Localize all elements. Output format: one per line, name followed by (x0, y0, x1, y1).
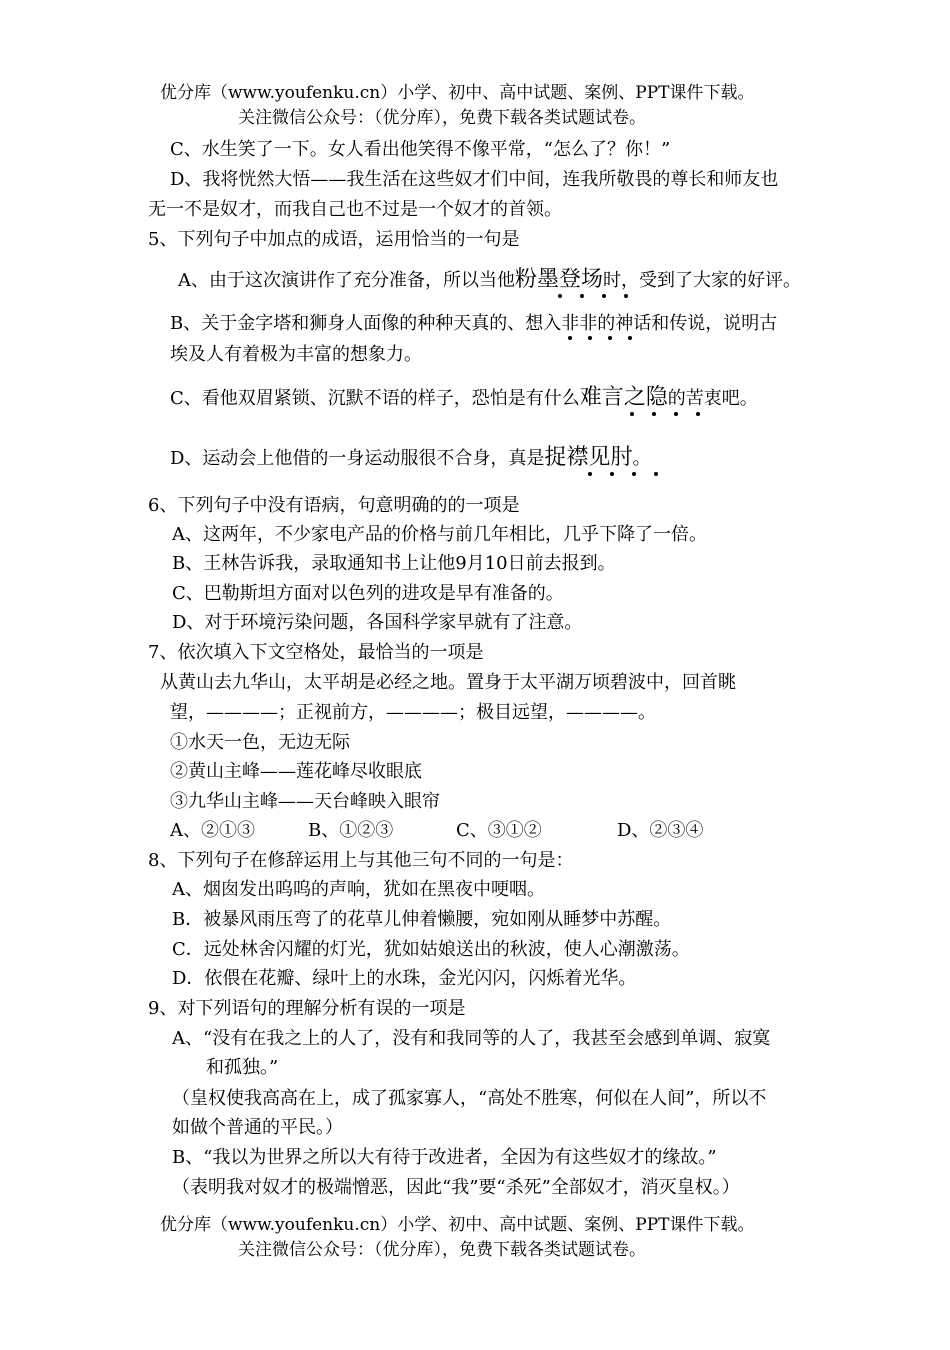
q5-a-idiom: 粉墨登场 (515, 267, 604, 292)
q7-choice-d: D、②③④ (617, 820, 704, 841)
q5-c-text-post: 的苦衷吧。 (667, 388, 758, 409)
q5-d-idiom: 捉襟见肘 (544, 445, 633, 470)
q7-choice-c: C、③①② (456, 820, 542, 841)
q5-b-text-post: 的神话和传说，说明古 (597, 313, 778, 334)
q9-option-b-note: （表明我对奴才的极端憎恶，因此“我”要“杀死”全部奴才，消灭皇权。） (172, 1177, 740, 1198)
q8-option-a: A、烟囱发出呜呜的声响，犹如在黑夜中哽咽。 (172, 879, 545, 900)
q5-a-text-pre: A、由于这次演讲作了充分准备，所以当他 (178, 270, 515, 291)
q9-option-a-line2: 和孤独。” (206, 1057, 279, 1078)
q5-d-text-pre: D、运动会上他借的一身运动服很不合身，真是 (170, 448, 545, 469)
emphasis-dot (696, 412, 700, 416)
q5-c-text-pre: C、看他双眉紧锁、沉默不语的样子，恐怕是有什么 (170, 388, 580, 409)
q8-option-d: D．依偎在花瓣、绿叶上的水珠，金光闪闪，闪烁着光华。 (172, 968, 637, 989)
emphasis-dot (602, 294, 606, 298)
emphasis-dot (610, 472, 614, 476)
q5-b-text-pre: B、关于金字塔和狮身人面像的种种天真的、 (170, 313, 526, 334)
emphasis-dot (624, 294, 628, 298)
emphasis-dot (630, 412, 634, 416)
header-line-2: 关注微信公众号：（优分库），免费下载各类试题试卷。 (238, 108, 646, 128)
q7-item-1: ①水天一色，无边无际 (170, 732, 350, 753)
q5-a-text-post: 时，受到了大家的好评。 (603, 270, 802, 291)
q6-option-d: D、对于环境污染问题，各国科学家早就有了注意。 (172, 612, 583, 633)
q5-d-text-post: 。 (632, 448, 651, 469)
emphasis-dot (628, 336, 632, 340)
emphasis-dot (654, 472, 658, 476)
emphasis-dot (608, 336, 612, 340)
q6-option-c: C、巴勒斯坦方面对以色列的进攻是早有准备的。 (172, 583, 564, 604)
q9-option-b: B、“我以为世界之所以大有待于改进者，全因为有这些奴才的缘故。” (172, 1147, 717, 1168)
emphasis-dot (588, 336, 592, 340)
emphasis-dot (652, 412, 656, 416)
footer-line-2: 关注微信公众号：（优分库），免费下载各类试题试卷。 (238, 1240, 646, 1260)
emphasis-dot (558, 294, 562, 298)
q6-option-a: A、这两年，不少家电产品的价格与前几年相比，几乎下降了一倍。 (172, 524, 707, 545)
q9-option-a-note-line1: （皇权使我高高在上，成了孤家寡人，“高处不胜寒，何似在人间”，所以不 (172, 1088, 767, 1109)
q6-option-b: B、王林告诉我，录取通知书上让他9月10日前去报到。 (172, 553, 616, 574)
q7-item-2: ②黄山主峰——莲花峰尽收眼底 (170, 761, 422, 782)
q4-option-c: C、水生笑了一下。女人看出他笑得不像平常，“怎么了？你！” (170, 139, 671, 160)
q7-passage-line2: 望，————；正视前方，————；极目远望，————。 (170, 702, 656, 723)
emphasis-dot (674, 412, 678, 416)
q5-option-b-line2: 埃及人有着极为丰富的想象力。 (170, 344, 422, 365)
emphasis-dot (568, 336, 572, 340)
q7-stem: 7、依次填入下文空格处，最恰当的一项是 (148, 642, 484, 663)
header-line-1: 优分库（www.youfenku.cn）小学、初中、高中试题、案例、PPT课件下载。 (160, 83, 755, 103)
q9-option-a-note-line2: 如做个普通的平民。） (172, 1117, 343, 1138)
q5-option-c (170, 386, 758, 411)
emphasis-dot (580, 294, 584, 298)
q9-stem: 9、对下列语句的理解分析有误的一项是 (148, 998, 466, 1019)
footer-line-1: 优分库（www.youfenku.cn）小学、初中、高中试题、案例、PPT课件下载。 (160, 1215, 755, 1235)
q5-option-a (178, 268, 801, 293)
q7-passage-line1: 从黄山去九华山，太平胡是必经之地。置身于太平湖万顷碧波中，回首眺 (160, 672, 736, 693)
emphasis-dot (632, 472, 636, 476)
q9-option-a-line1: A、“没有在我之上的人了，没有和我同等的人了，我甚至会感到单调、寂寞 (172, 1028, 771, 1049)
q7-choice-b: B、①②③ (308, 820, 394, 841)
q7-item-3: ③九华山主峰——天台峰映入眼帘 (170, 791, 440, 812)
q8-option-b: B．被暴风雨压弯了的花草儿伸着懒腰，宛如刚从睡梦中苏醒。 (172, 909, 672, 930)
q6-stem: 6、下列句子中没有语病，句意明确的的一项是 (148, 495, 520, 516)
q5-option-b-line1 (170, 312, 777, 336)
emphasis-dot (588, 472, 592, 476)
q8-option-c: C．远处林舍闪耀的灯光，犹如姑娘送出的秋波，使人心潮激荡。 (172, 939, 690, 960)
q5-option-d (170, 446, 650, 471)
q7-choice-a: A、②①③ (170, 820, 255, 841)
q5-b-idiom: 想入非非 (525, 313, 598, 334)
q8-stem: 8、下列句子在修辞运用上与其他三句不同的一句是： (148, 850, 574, 871)
q5-stem: 5、下列句子中加点的成语，运用恰当的一句是 (148, 229, 520, 250)
q5-c-idiom: 难言之隐 (579, 385, 668, 410)
q4-option-d-line2: 无一不是奴才，而我自己也不过是一个奴才的首领。 (148, 199, 562, 220)
q4-option-d-line1: D、我将恍然大悟——我生活在这些奴才们中间，连我所敬畏的尊长和师友也 (170, 169, 779, 190)
